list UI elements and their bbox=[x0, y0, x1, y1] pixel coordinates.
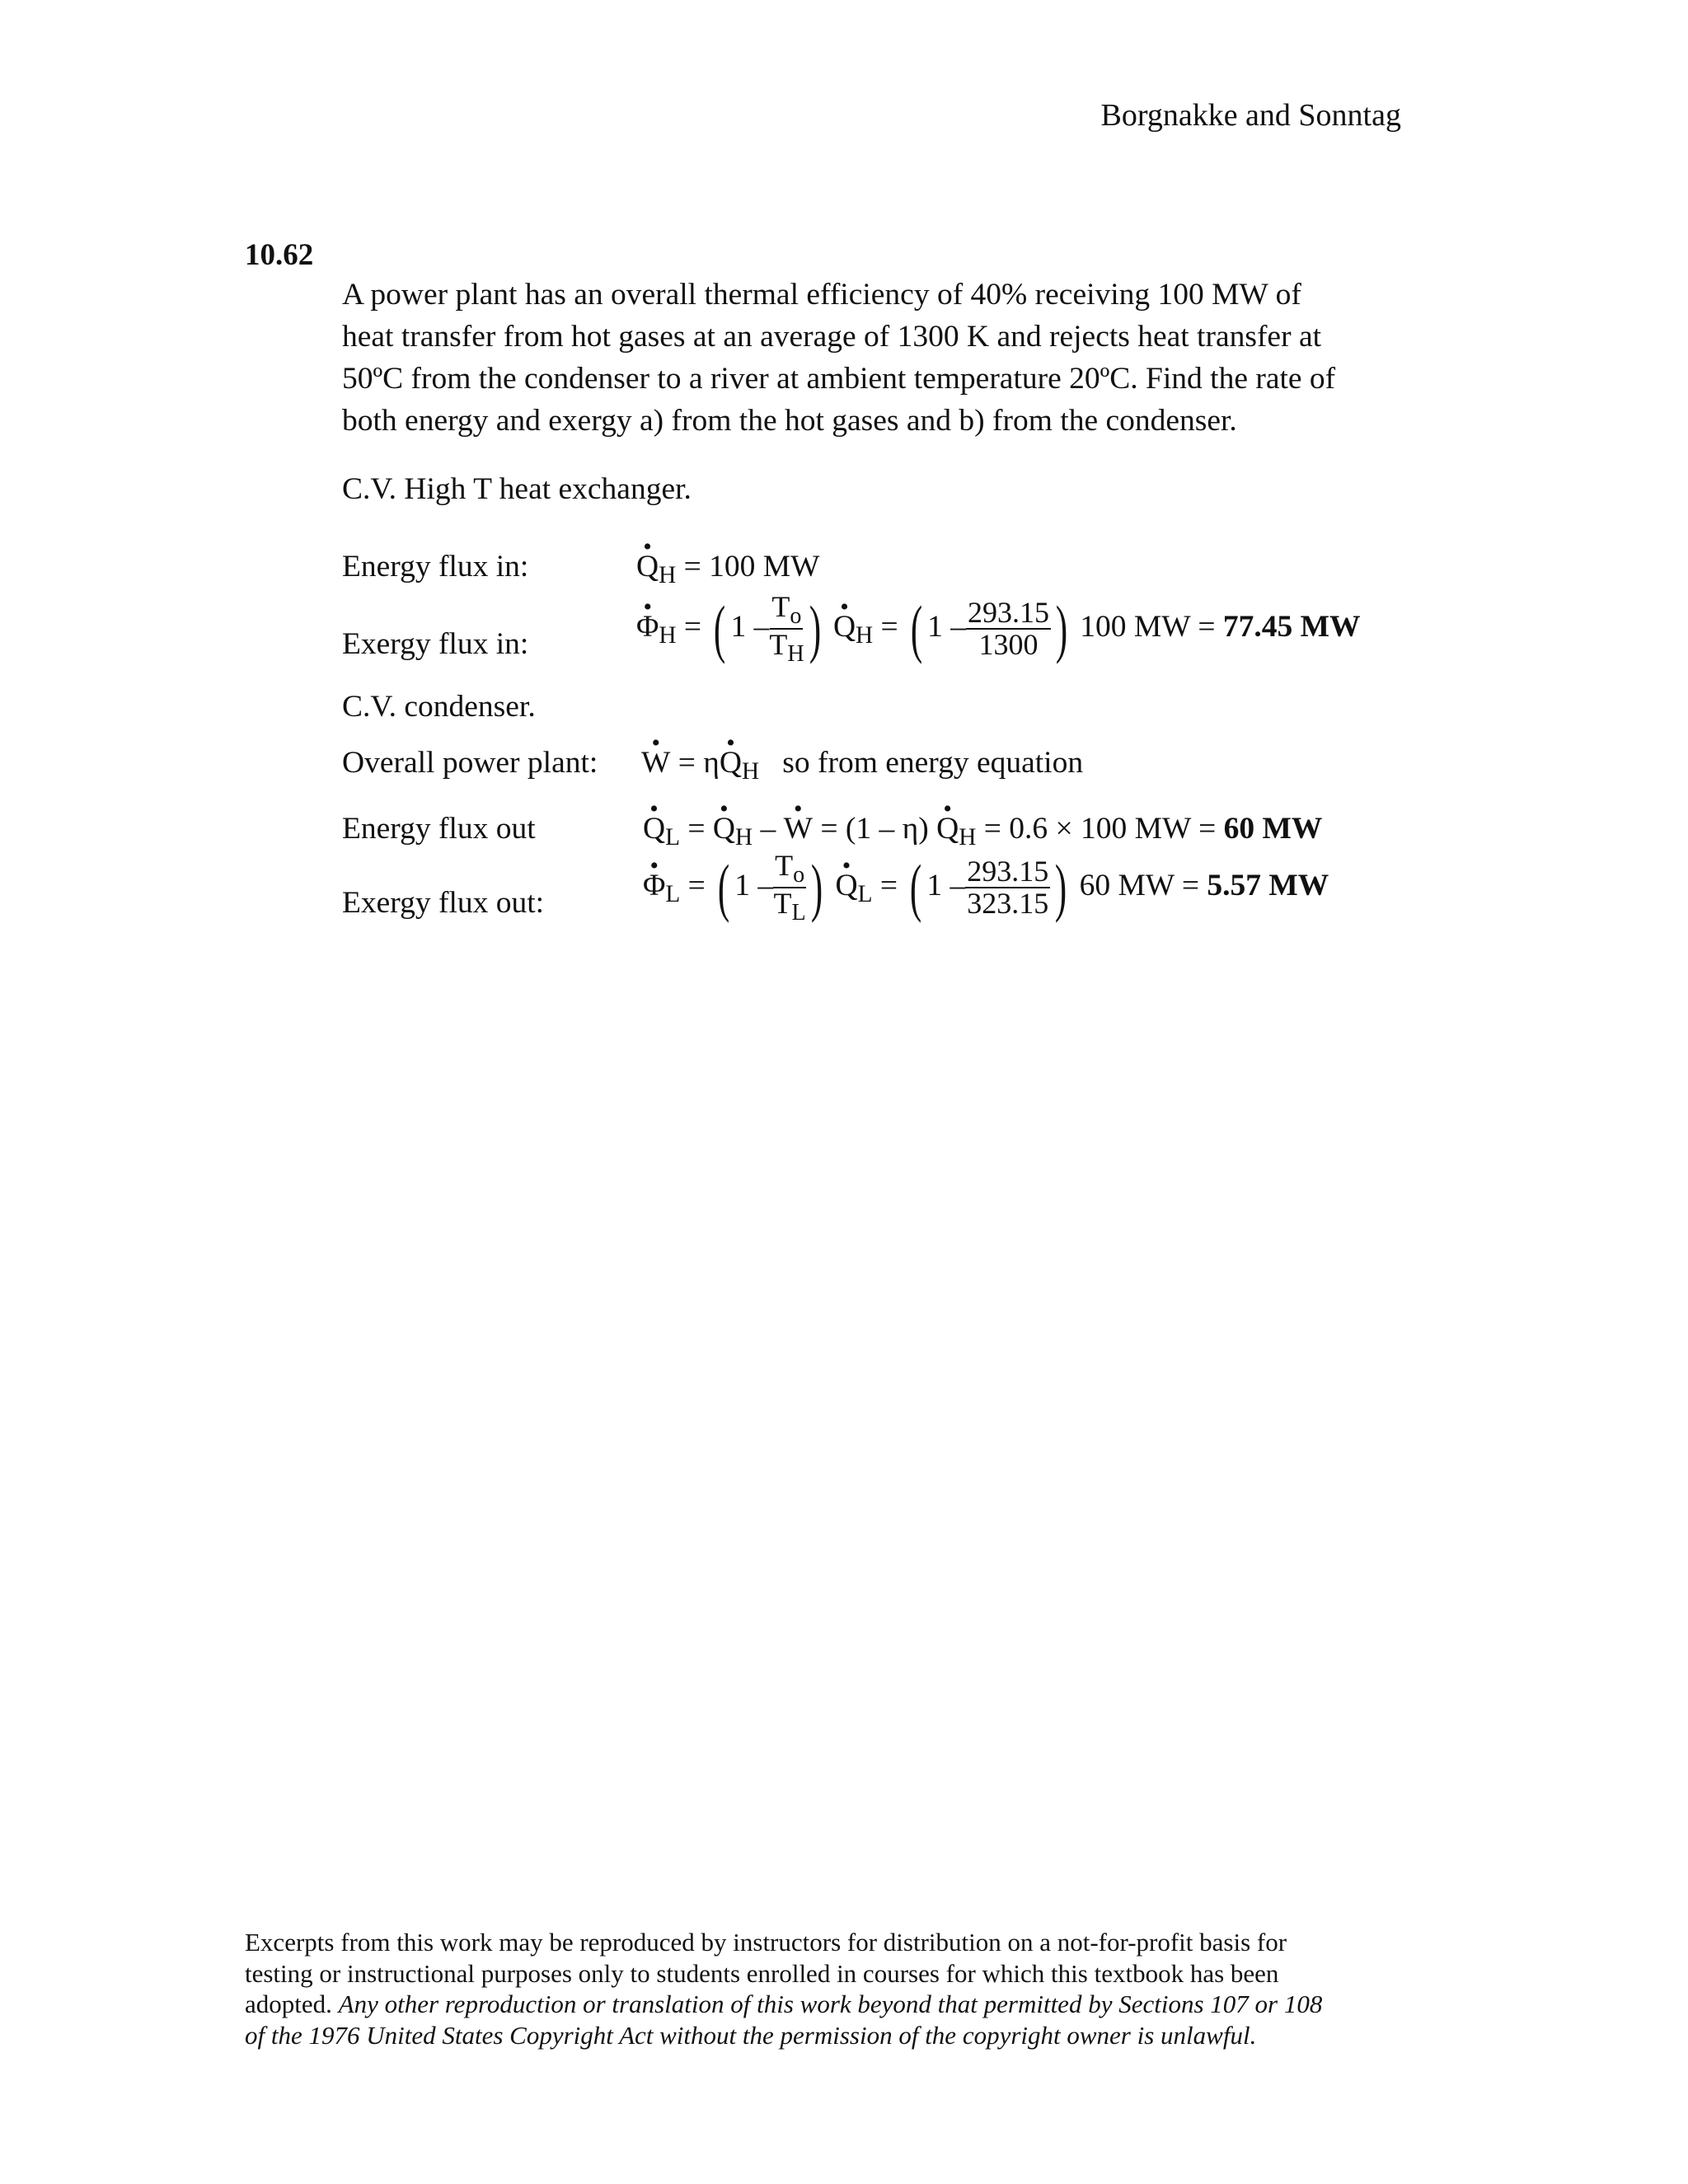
page-header-author: Borgnakke and Sonntag bbox=[1100, 98, 1401, 133]
copyright-footer bbox=[245, 1927, 1432, 2050]
exergy-flux-out-equation: • $\Phi_L$ = ( 1 – $\frac{T_o}{T_L}$ ) • $Q_L$ = ( 1 – $\frac{293.15}{323.15}$ ) 60 MW = 5.57 MW bbox=[643, 851, 1329, 926]
problem-statement bbox=[342, 274, 1430, 442]
overall-plant-label: Overall power plant: bbox=[342, 746, 598, 780]
energy-flux-in-equation: • $Q_H = 100$ MW bbox=[636, 549, 819, 589]
problem-line: both energy and exergy a) from the hot gases and b) from the condenser. bbox=[342, 404, 1237, 438]
footer-line: Excerpts from this work may be reproduced by instructors for distribution on a not-for-profit basis for bbox=[245, 1928, 1287, 1957]
exergy-flux-out-label: Exergy flux out: bbox=[342, 886, 545, 920]
problem-line: 50ºC from the condenser to a river at ambient temperature 20ºC. Find the rate of bbox=[342, 362, 1336, 396]
problem-line: A power plant has an overall thermal efficiency of 40% receiving 100 MW of bbox=[342, 278, 1301, 312]
energy-out-result: 60 MW bbox=[1223, 812, 1323, 846]
problem-line: heat transfer from hot gases at an average of 1300 K and rejects heat transfer at bbox=[342, 320, 1322, 354]
energy-flux-out-equation: • $Q_L$ = • $Q_H$ – • W = (1 – η) • $Q_H = 0.6 \times 100$ MW = 60 MW bbox=[643, 811, 1322, 851]
footer-line: testing or instructional purposes only to students enrolled in courses for which this textbook has been bbox=[245, 1958, 1279, 1988]
cv-condenser-heading: C.V. condenser. bbox=[342, 690, 536, 724]
energy-flux-in-label: Energy flux in: bbox=[342, 550, 529, 583]
exergy-in-result: 77.45 MW bbox=[1222, 609, 1361, 644]
exergy-flux-in-equation: • $\Phi_H$ = ( 1 – $\frac{T_o}{T_H}$ ) • $Q_H$ = ( 1 – $\frac{293.15}{1300}$ ) 100 MW = 77.45 MW bbox=[636, 592, 1361, 667]
problem-number: 10.62 bbox=[245, 238, 314, 272]
exergy-flux-in-label: Exergy flux in: bbox=[342, 627, 529, 661]
footer-line: adopted. Any other reproduction or translation of this work beyond that permitted by Sections 107 or 108 bbox=[245, 1990, 1323, 2018]
footer-line: of the 1976 United States Copyright Act without the permission of the copyright owner is unlawful. bbox=[245, 2020, 1257, 2050]
overall-plant-equation: • W = η• $Q_H$ so from energy equation bbox=[641, 745, 1083, 785]
energy-flux-out-label: Energy flux out bbox=[342, 812, 536, 846]
exergy-out-result: 5.57 MW bbox=[1207, 868, 1329, 902]
cv-high-heading: C.V. High T heat exchanger. bbox=[342, 472, 692, 506]
